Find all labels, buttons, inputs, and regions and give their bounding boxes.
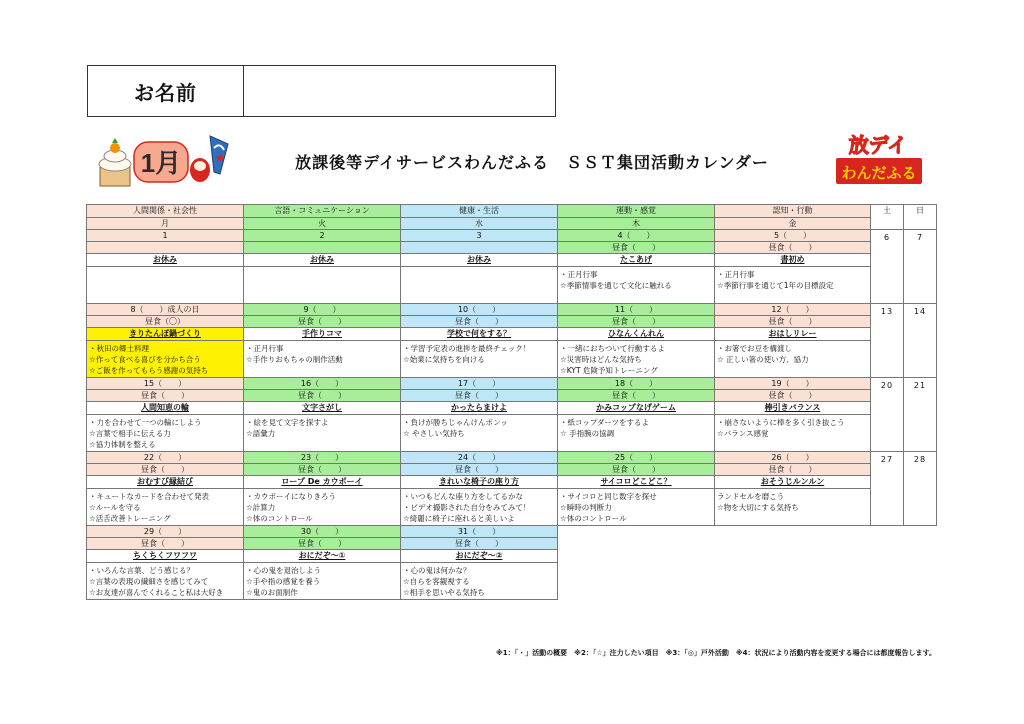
note-line: ・キュートなカードを合わせて発表 [89, 492, 209, 501]
note-line: ☆手作りおもちゃの制作活動 [246, 355, 343, 364]
activity-title: おはしリレー [715, 328, 871, 341]
name-field[interactable] [244, 66, 555, 116]
note-line: ☆ 手指腕の協調 [560, 429, 615, 438]
activity-title: 人間知恵の輪 [87, 402, 244, 415]
activity-notes [401, 563, 558, 600]
activity-notes [244, 415, 401, 452]
activity-title: お休み [401, 254, 558, 267]
category-header-fri: 認知・行動 [715, 205, 871, 218]
activity-title: 学校で何をする？ [401, 328, 558, 341]
activity-notes [87, 563, 244, 600]
lunch-marker: 昼食（ ） [87, 538, 244, 550]
activity-title: 文字さがし [244, 402, 401, 415]
activity-notes [87, 489, 244, 526]
lunch-marker: 昼食（ ） [715, 464, 871, 476]
note-line: ☆計算力 [246, 503, 276, 512]
kagami-mochi-icon [99, 138, 131, 186]
note-line: ・力を合わせて一つの輪にしよう [89, 418, 202, 427]
day-number: 18（ ） [558, 378, 715, 390]
month-text: 1月 [140, 148, 182, 178]
note-line: ・学習予定表の進捗を最終チェック！ [403, 344, 531, 353]
note-line: ☆季節行事を通じて1年の目標設定 [717, 281, 834, 290]
activity-notes [87, 267, 244, 304]
activity-title: お休み [87, 254, 244, 267]
lunch-marker: 昼食（ ） [244, 390, 401, 402]
lunch-marker: 昼食（〇） [87, 316, 244, 328]
activity-title: 書初め [715, 254, 871, 267]
lunch-marker: 昼食（ ） [87, 464, 244, 476]
day-number: 3 [401, 230, 558, 242]
note-line: ☆体のコントロール [560, 514, 627, 523]
weekday-fri: 金 [715, 218, 871, 230]
note-line: ☆ルールを守る [89, 503, 141, 512]
activity-notes [401, 415, 558, 452]
month-logo [96, 130, 236, 192]
activity-notes [401, 341, 558, 378]
lunch-marker: 昼食（ ） [715, 390, 871, 402]
day-number: 26（ ） [715, 452, 871, 464]
day-number: 5（ ） [715, 230, 871, 242]
category-header-wed: 健康・生活 [401, 205, 558, 218]
lunch-marker: 昼食（ ） [558, 390, 715, 402]
activity-title: サイコロどこどこ？ [558, 476, 715, 489]
note-line: ☆作って食べる喜びを分かち合う [89, 355, 201, 364]
sunday-day: 14 [904, 304, 937, 378]
lunch-marker: 昼食（ ） [715, 316, 871, 328]
note-line: ・サイコロと同じ数字を探せ [560, 492, 657, 501]
note-line: ☆協力体制を整える [89, 440, 156, 449]
day-number: 24（ ） [401, 452, 558, 464]
note-line: ・正月行事 [717, 270, 755, 279]
activity-title: かったらまけよ [401, 402, 558, 415]
lunch-marker [401, 242, 558, 254]
day-number: 25（ ） [558, 452, 715, 464]
note-line: ・心の鬼を退治しよう [246, 566, 321, 575]
note-line: ☆ご飯を作ってもらう感謝の気持ち [89, 366, 209, 375]
day-number: 17（ ） [401, 378, 558, 390]
note-line: ・ビデオ撮影された自分をみてみて！ [403, 503, 531, 512]
category-header-tue: 言語・コミュニケーション [244, 205, 401, 218]
note-line: ☆物を大切にする気持ち [717, 503, 799, 512]
activity-title: ロープ De カウボーイ [244, 476, 401, 489]
day-number: 19（ ） [715, 378, 871, 390]
page-title: 放課後等デイサービスわんだふる ＳＳＴ集団活動カレンダー [295, 153, 769, 172]
saturday-day: 27 [871, 452, 904, 526]
saturday-day: 6 [871, 230, 904, 304]
note-line: ☆始業に気持ちを向ける [403, 355, 485, 364]
note-line: ☆KYT 危険予知トレーニング [560, 366, 658, 375]
note-line: ☆自らを客観視する [403, 577, 470, 586]
note-line: ☆ 正しい箸の使い方、協力 [717, 355, 809, 364]
name-label: お名前 [88, 66, 244, 116]
note-line: ☆季節情事を通じて文化に触れる [560, 281, 672, 290]
weekday-thu: 木 [558, 218, 715, 230]
brand-line1: 放デイ [848, 133, 908, 157]
category-header-mon: 人間関係・社会性 [87, 205, 244, 218]
lunch-marker: 昼食（ ） [715, 242, 871, 254]
day-number: 10（ ） [401, 304, 558, 316]
note-line: ☆語彙力 [246, 429, 276, 438]
lunch-marker: 昼食（ ） [244, 538, 401, 550]
day-number: 22（ ） [87, 452, 244, 464]
day-number: 1 [87, 230, 244, 242]
note-line: ☆綺麗に椅子に座れると美しいよ [403, 514, 515, 523]
empty-cell [871, 526, 937, 600]
note-line: ランドセルを磨こう [717, 492, 785, 501]
activity-notes [244, 489, 401, 526]
empty-cell [558, 526, 715, 600]
day-number: 23（ ） [244, 452, 401, 464]
activity-notes [244, 563, 401, 600]
activity-notes [715, 415, 871, 452]
month-badge [134, 142, 188, 182]
saturday-day: 13 [871, 304, 904, 378]
activity-notes [244, 341, 401, 378]
note-line: ☆手や指の感覚を養う [246, 577, 321, 586]
note-line: ☆体のコントロール [246, 514, 313, 523]
note-line: ・崩さないように棒を多く引き抜こう [717, 418, 845, 427]
footnote: ※1：「・」活動の概要 ※2：「☆」注力したい項目 ※3：「◎」戸外活動 ※4：状況により活動内容を変更する場合には都度報告します。 [495, 649, 936, 657]
activity-calendar [86, 204, 937, 600]
day-number: 8（ ）成人の日 [87, 304, 244, 316]
note-line: ・カウボーイになりきろう [246, 492, 336, 501]
saturday-day: 20 [871, 378, 904, 452]
activity-notes [558, 341, 715, 378]
activity-notes [87, 341, 244, 378]
activity-title: たこあげ [558, 254, 715, 267]
activity-title: かみコップなげゲーム [558, 402, 715, 415]
lunch-marker [244, 242, 401, 254]
activity-notes [558, 489, 715, 526]
note-line: ・心の鬼は何かな？ [403, 566, 471, 575]
activity-notes [558, 267, 715, 304]
note-line: ☆ やさしい気持ち [403, 429, 465, 438]
note-line: ・お箸でお豆を構渡し [717, 344, 792, 353]
activity-title: おにだぞ～② [401, 550, 558, 563]
sunday-day: 28 [904, 452, 937, 526]
note-line: ☆災害時はどんな気持ち [560, 355, 642, 364]
note-line: ・いろんな言葉、どう感じる？ [89, 566, 194, 575]
activity-notes [87, 415, 244, 452]
empty-cell [715, 526, 871, 600]
activity-notes [401, 267, 558, 304]
lunch-marker: 昼食（ ） [558, 464, 715, 476]
note-line: ☆活舌改善トレーニング [89, 514, 171, 523]
activity-notes [244, 267, 401, 304]
note-line: ・紙コップダーツをするよ [560, 418, 650, 427]
note-line: ・一緒におちついて行動するよ [560, 344, 665, 353]
lunch-marker: 昼食（ ） [401, 538, 558, 550]
lunch-marker: 昼食（ ） [558, 316, 715, 328]
lunch-marker: 昼食（ ） [87, 390, 244, 402]
lunch-marker: 昼食（ ） [244, 464, 401, 476]
activity-title: ちくちくフワフワ [87, 550, 244, 563]
note-line: ☆相手を思いやる気持ち [403, 588, 485, 597]
note-line: ☆バランス感覚 [717, 429, 769, 438]
note-line: ☆言葉の表現の繊細さを感じてみて [89, 577, 209, 586]
weekday-sat: 土 [871, 205, 904, 230]
hagoita-icon [210, 136, 228, 174]
lunch-marker: 昼食（ ） [401, 390, 558, 402]
lunch-marker: 昼食（ ） [558, 242, 715, 254]
activity-title: おむすび縁結び [87, 476, 244, 489]
note-line: ☆瞬時の判断力 [560, 503, 612, 512]
weekday-mon: 月 [87, 218, 244, 230]
sunday-day: 21 [904, 378, 937, 452]
day-number: 2 [244, 230, 401, 242]
note-line: ☆鬼のお面制作 [246, 588, 298, 597]
note-line: ・秋田の郷土料理 [89, 344, 149, 353]
lunch-marker: 昼食（ ） [401, 316, 558, 328]
note-line: ・正月行事 [246, 344, 284, 353]
weekday-sun: 日 [904, 205, 937, 230]
day-number: 29（ ） [87, 526, 244, 538]
day-number: 15（ ） [87, 378, 244, 390]
activity-title: 棒引きバランス [715, 402, 871, 415]
note-line: ☆お友達が喜んでくれること私は大好き [89, 588, 224, 597]
note-line: ・絵を見て文字を探すよ [246, 418, 329, 427]
brand-logo [830, 130, 926, 190]
day-number: 30（ ） [244, 526, 401, 538]
activity-title: 手作りコマ [244, 328, 401, 341]
weekday-wed: 水 [401, 218, 558, 230]
day-number: 16（ ） [244, 378, 401, 390]
day-number: 4（ ） [558, 230, 715, 242]
activity-notes [715, 341, 871, 378]
day-number: 12（ ） [715, 304, 871, 316]
activity-notes [401, 489, 558, 526]
activity-title: お休み [244, 254, 401, 267]
lunch-marker: 昼食（ ） [244, 316, 401, 328]
weekday-tue: 火 [244, 218, 401, 230]
note-line: ☆言葉で相手に伝える力 [89, 429, 171, 438]
lunch-marker: 昼食（ ） [401, 464, 558, 476]
lunch-marker [87, 242, 244, 254]
category-header-thu: 運動・感覚 [558, 205, 715, 218]
sunday-day: 7 [904, 230, 937, 304]
note-line: ・いつもどんな座り方をしてるかな [403, 492, 523, 501]
activity-title: きれいな椅子の座り方 [401, 476, 558, 489]
name-box [87, 65, 556, 117]
activity-title: おそうじルンルン [715, 476, 871, 489]
activity-notes [715, 267, 871, 304]
day-number: 31（ ） [401, 526, 558, 538]
daruma-icon [190, 158, 210, 182]
brand-line2: わんだふる [841, 164, 917, 182]
note-line: ・負けが勝ちじゃんけんポンッ [403, 418, 508, 427]
activity-title: ひなんくんれん [558, 328, 715, 341]
day-number: 11（ ） [558, 304, 715, 316]
activity-title: きりたんぽ鍋づくり [87, 328, 244, 341]
day-number: 9（ ） [244, 304, 401, 316]
activity-notes [558, 415, 715, 452]
activity-title: おにだぞ～① [244, 550, 401, 563]
activity-notes [715, 489, 871, 526]
note-line: ・正月行事 [560, 270, 598, 279]
